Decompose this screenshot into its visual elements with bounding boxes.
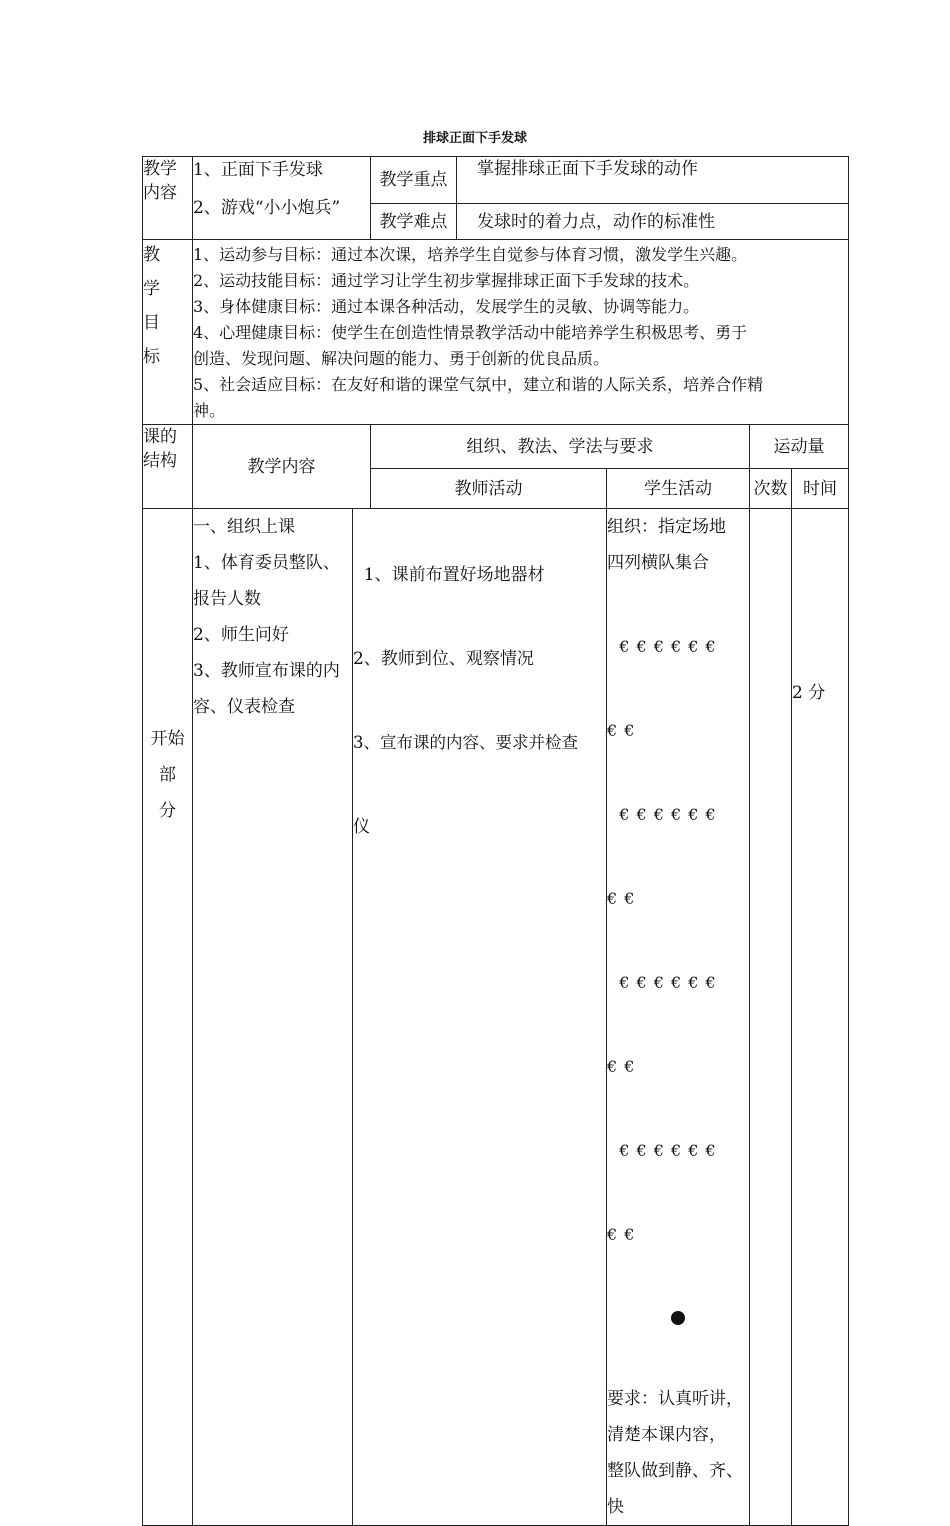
teacher-position [607, 1301, 749, 1333]
start-teacher-line: 仪 [353, 817, 370, 837]
objectives-label-char: 标 [143, 347, 160, 367]
methods-header-cell [371, 425, 750, 469]
key-point-label: 教学重点 [379, 170, 448, 190]
student-requirement-line: 清楚本课内容， [607, 1425, 727, 1445]
start-section-label: 分 [159, 801, 176, 821]
start-content-line: 报告人数 [193, 589, 261, 609]
objective-line: 4、心理健康目标：使学生在创造性情景教学活动中能培养学生积极思考、勇于 [193, 323, 748, 342]
time-header: 时间 [803, 478, 838, 499]
load-header-cell [750, 425, 849, 469]
content-label-cell [143, 157, 193, 240]
time-header-cell [792, 469, 849, 509]
objective-line: 3、身体健康目标：通过本课各种活动，发展学生的灵敏、协调等能力。 [193, 297, 700, 316]
objectives-label-char: 目 [143, 313, 160, 333]
teacher-header-cell [371, 469, 607, 509]
objective-line: 2、运动技能目标：通过学习让学生初步掌握排球正面下手发球的技术。 [193, 271, 700, 290]
count-header-cell [750, 469, 792, 509]
start-teacher-line: 1、课前布置好场地器材 [353, 565, 545, 585]
start-time-cell [792, 509, 849, 1526]
objectives-label-char: 教 [143, 245, 160, 265]
formation-row: € € € € € € [607, 1141, 717, 1160]
difficulty-cell [457, 204, 849, 240]
student-org-line: 四列横队集合 [607, 553, 710, 573]
methods-header: 组织、教法、学法与要求 [466, 436, 654, 457]
key-point-cell [457, 157, 849, 204]
content-item-1: 1、正面下手发球 [193, 160, 323, 180]
start-content-line: 3、教师宣布课的内 [193, 661, 340, 681]
formation-row: € € € € € € [607, 637, 717, 656]
formation-row: € € € € € € [607, 805, 717, 824]
difficulty-label-cell [371, 204, 457, 240]
formation-row: € € [607, 1225, 636, 1244]
start-time: 2 分 [792, 683, 826, 703]
objective-line: 5、社会适应目标：在友好和谐的课堂气氛中，建立和谐的人际关系，培养合作精 [193, 375, 764, 394]
lesson-plan-table [142, 156, 849, 1526]
start-content-line: 容、仪表检查 [193, 697, 295, 717]
content-item-2: 2、游戏“小小炮兵” [193, 198, 341, 218]
student-header-cell [607, 469, 750, 509]
objectives-cell [193, 240, 849, 425]
start-count-cell [750, 509, 792, 1526]
objectives-label-cell [143, 240, 193, 425]
student-requirement-line: 要求：认真听讲， [607, 1389, 744, 1409]
content-label: 教学内容 [143, 159, 177, 203]
difficulty-label: 教学难点 [379, 211, 448, 232]
content-header: 教学内容 [247, 456, 316, 477]
count-header: 次数 [753, 478, 788, 499]
key-point-text: 掌握排球正面下手发球的动作 [477, 159, 699, 179]
start-teacher-cell [353, 509, 607, 1526]
content-items-cell [193, 157, 371, 240]
formation-row: € € [607, 721, 636, 740]
structure-header-cell [143, 425, 193, 509]
difficulty-text: 发球时的着力点，动作的标准性 [477, 211, 716, 232]
student-requirement-line: 整队做到静、齐、 [607, 1461, 744, 1481]
teacher-dot-icon [671, 1311, 685, 1325]
formation-row: € € [607, 1057, 636, 1076]
objective-line: 创造、发现问题、解决问题的能力、勇于创新的优良品质。 [193, 349, 610, 368]
key-point-label-cell [371, 157, 457, 204]
start-section-label: 开始 [150, 729, 185, 749]
start-content-cell [193, 509, 353, 1526]
start-section-label-cell [143, 509, 193, 1526]
load-header: 运动量 [773, 436, 825, 457]
student-org-line: 组织：指定场地 [607, 517, 727, 537]
structure-header: 课的结构 [143, 427, 177, 471]
start-content-line: 1、体育委员整队、 [193, 553, 340, 573]
content-header-cell [193, 425, 371, 509]
formation-row: € € € € € € [607, 973, 717, 992]
teacher-header: 教师活动 [454, 478, 523, 499]
student-requirement-line: 快 [607, 1497, 625, 1517]
start-teacher-line: 3、宣布课的内容、要求并检查 [353, 733, 578, 752]
document-title: 排球正面下手发球 [422, 131, 527, 146]
objective-line: 1、运动参与目标：通过本次课，培养学生自觉参与体育习惯，激发学生兴趣。 [193, 245, 748, 264]
start-teacher-line: 2、教师到位、观察情况 [353, 649, 534, 669]
start-content-line: 2、师生问好 [193, 625, 289, 645]
formation-row: € € [607, 889, 636, 908]
start-content-line: 一、组织上课 [193, 517, 295, 537]
start-section-label: 部 [159, 765, 176, 785]
formation-diagram [607, 581, 749, 1381]
objective-line: 神。 [193, 401, 226, 420]
start-student-cell [607, 509, 750, 1526]
objectives-label-char: 学 [143, 279, 160, 299]
student-header: 学生活动 [644, 478, 713, 499]
